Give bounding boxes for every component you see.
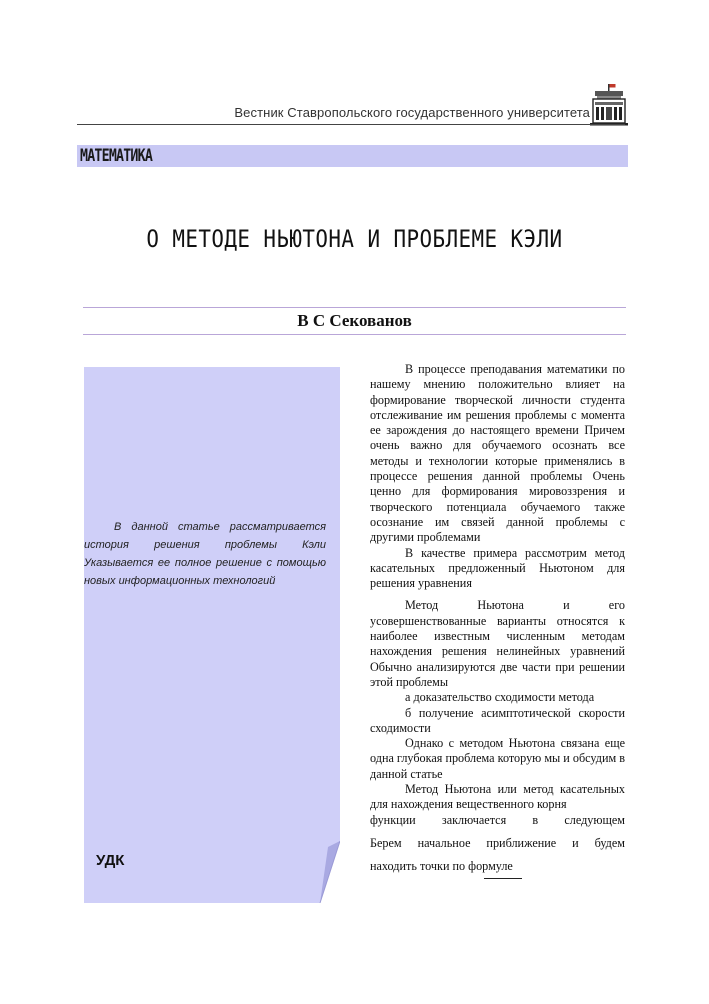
udk-label: УДК xyxy=(96,852,125,869)
body-line: функции заключается в следующем xyxy=(370,812,625,827)
body-column xyxy=(370,362,625,875)
abstract-text: В данной статье рассматривается история решения проблемы Кэли Указывается ее полное решение с помощью новых информационных технологий xyxy=(84,521,326,587)
section-band xyxy=(77,145,628,167)
section-label: МАТЕМАТИКА xyxy=(80,146,153,166)
body-line: Берем начальное приближение и будем xyxy=(370,835,625,850)
body-paragraph: Метод Ньютона и его усовершенствованные варианты относятся к наиболее известным численным методам нахождения решения нелинейных уравнений Обычно анализируются две части при решении этой проблемы xyxy=(370,598,625,689)
body-paragraph: В качестве примера рассмотрим метод касательных предложенный Ньютоном для решения уравнения xyxy=(370,545,625,591)
body-line: находить точки по формуле xyxy=(370,859,513,874)
author-rule-bottom xyxy=(83,334,626,335)
article-title: О МЕТОДЕ НЬЮТОНА И ПРОБЛЕМЕ КЭЛИ xyxy=(146,225,563,253)
body-paragraph: Метод Ньютона или метод касательных для нахождения вещественного корня xyxy=(370,782,625,812)
journal-title: Вестник Ставропольского государственного университета xyxy=(234,105,590,120)
university-building-logo xyxy=(589,84,629,126)
author-name: В С Секованов xyxy=(297,311,412,330)
list-item: а доказательство сходимости метода xyxy=(405,690,595,705)
body-paragraph: Однако с методом Ньютона связана еще одна глубокая проблема которую мы и обсудим в данной статье xyxy=(370,736,625,781)
body-paragraph: В процессе преподавания математики по нашему мнению положительно влияет на формирование творческой личности студента отслеживание им решения проблемы с момента ее зарождения до настоящего времени Причем очень важно для обучаемого осознать все методы и технологии которые применялись в процессе решения данной проблемы Очень ценно для формирования мировоззрения и творческого потенциала обучаемого также осознание им связей данной проблемы с другими проблемами xyxy=(370,362,625,545)
author-rule-top xyxy=(83,307,626,308)
formula-rule xyxy=(484,878,522,879)
abstract-panel xyxy=(84,367,340,903)
header-divider xyxy=(77,124,625,125)
list-item: б получение асимптотической скорости сходимости xyxy=(370,705,625,735)
